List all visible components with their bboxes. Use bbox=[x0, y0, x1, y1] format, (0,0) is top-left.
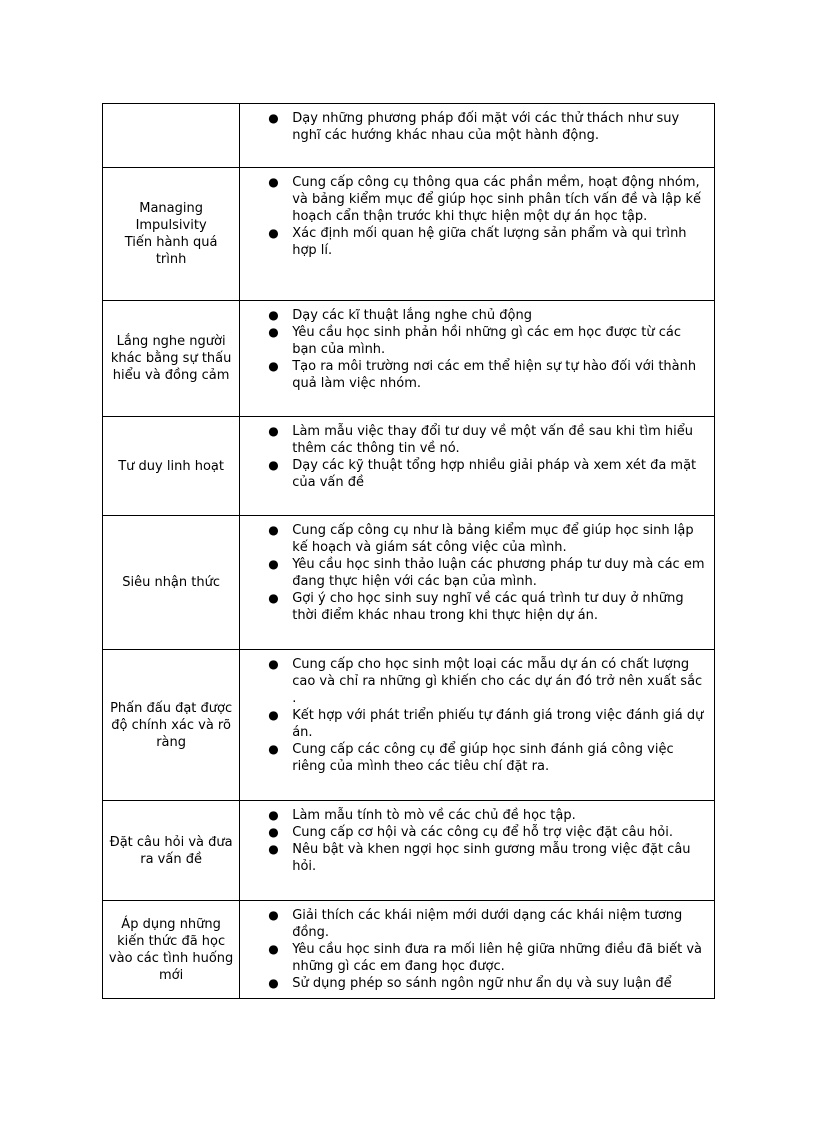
row-label-line: Tiến hành quá bbox=[124, 235, 218, 250]
list-item: ● Tạo ra môi trường nơi các em thể hiện sự tự hào đối với thành quả làm việc nhóm. bbox=[268, 359, 697, 391]
table-row bbox=[103, 516, 715, 650]
bullet-icon: ● bbox=[268, 942, 279, 956]
row-content-cell bbox=[240, 901, 715, 999]
row-label-line: Siêu nhận thức bbox=[122, 575, 220, 590]
bullet-icon: ● bbox=[268, 908, 279, 922]
list-item: ● Dạy các kỹ thuật tổng hợp nhiều giải pháp và xem xét đa mặt của vấn đề bbox=[268, 458, 697, 490]
row-label-cell bbox=[103, 516, 240, 650]
table-row bbox=[103, 417, 715, 516]
row-label-line: Phấn đấu đạt được bbox=[110, 700, 233, 716]
table-row bbox=[103, 650, 715, 801]
row-label-line: Áp dụng những bbox=[121, 916, 221, 932]
row-content-cell bbox=[240, 516, 715, 650]
bullet-icon: ● bbox=[268, 424, 279, 438]
bullet-icon: ● bbox=[268, 111, 279, 125]
row-label-line: kiến thức đã học bbox=[117, 933, 226, 949]
row-label-line: vào các tình huống bbox=[108, 950, 234, 966]
row-label-line: độ chính xác và rõ bbox=[111, 717, 231, 733]
list-item: ● Gợi ý cho học sinh suy nghĩ về các quá trình tư duy ở những thời điểm khác nhau trong khi thực hiện dự án. bbox=[268, 591, 684, 623]
bullet-icon: ● bbox=[268, 359, 279, 373]
row-content-cell bbox=[240, 168, 715, 301]
bullet-icon: ● bbox=[268, 825, 279, 839]
row-label-cell bbox=[103, 168, 240, 301]
row-label-cell bbox=[103, 650, 240, 801]
table-row bbox=[103, 301, 715, 417]
list-item: ● Làm mẫu việc thay đổi tư duy về một vấn đề sau khi tìm hiểu thêm các thông tin về nó. bbox=[268, 424, 693, 456]
row-label-cell bbox=[103, 104, 240, 168]
list-item: ● Làm mẫu tính tò mò về các chủ đề học tập. bbox=[268, 808, 576, 823]
list-item: ● Xác định mối quan hệ giữa chất lượng sản phẩm và qui trình hợp lí. bbox=[268, 226, 687, 258]
row-content-cell bbox=[240, 417, 715, 516]
bullet-list bbox=[240, 301, 714, 392]
bullet-icon: ● bbox=[268, 808, 279, 822]
row-label-line: khác bằng sự thấu bbox=[110, 351, 232, 366]
list-item: ● Yêu cầu học sinh thảo luận các phương pháp tư duy mà các em đang thực hiện với các bạn của mình. bbox=[268, 557, 705, 589]
list-item: ● Cung cấp cơ hội và các công cụ để hỗ trợ việc đặt câu hỏi. bbox=[268, 825, 673, 840]
bullet-icon: ● bbox=[268, 458, 279, 472]
list-item: ● Cung cấp các công cụ để giúp học sinh đánh giá công việc riêng của mình theo các tiêu chí đặt ra. bbox=[268, 742, 674, 774]
bullet-icon: ● bbox=[268, 591, 279, 605]
bullet-list bbox=[240, 168, 714, 259]
bullet-icon: ● bbox=[268, 842, 279, 856]
list-item: ● Cung cấp công cụ thông qua các phần mềm, hoạt động nhóm, và bảng kiểm mục để giúp học sinh phân tích vấn đề và lập kế hoạch cẩn thận trước khi thực hiện một dự án học tập. bbox=[268, 175, 702, 224]
row-label-cell bbox=[103, 417, 240, 516]
bullet-icon: ● bbox=[268, 308, 279, 322]
bullet-list bbox=[240, 801, 714, 875]
bullet-list bbox=[240, 516, 714, 624]
strategies-table bbox=[102, 103, 715, 999]
bullet-list bbox=[240, 650, 714, 775]
list-item: ● Dạy những phương pháp đối mặt với các thử thách như suy nghĩ các hướng khác nhau của một hành động. bbox=[268, 111, 680, 143]
list-item: ● Sử dụng phép so sánh ngôn ngữ như ẩn dụ và suy luận để bbox=[268, 976, 672, 991]
row-label-cell bbox=[103, 301, 240, 417]
list-item: ● Yêu cầu học sinh phản hồi những gì các em học được từ các bạn của mình. bbox=[268, 325, 681, 357]
bullet-icon: ● bbox=[268, 708, 279, 722]
table-row bbox=[103, 104, 715, 168]
row-label-line: Tư duy linh hoạt bbox=[118, 458, 224, 474]
table-row bbox=[103, 901, 715, 999]
row-content-cell bbox=[240, 104, 715, 168]
row-label-line: Impulsivity bbox=[135, 218, 207, 233]
bullet-icon: ● bbox=[268, 226, 279, 240]
row-content-cell bbox=[240, 301, 715, 417]
row-label-line: Đặt câu hỏi và đưa bbox=[109, 834, 233, 850]
bullet-icon: ● bbox=[268, 325, 279, 339]
bullet-list bbox=[240, 417, 714, 491]
row-label-line: Managing bbox=[139, 201, 203, 216]
bullet-icon: ● bbox=[268, 976, 279, 990]
bullet-icon: ● bbox=[268, 175, 279, 189]
row-label-cell bbox=[103, 801, 240, 901]
row-content-cell bbox=[240, 801, 715, 901]
bullet-icon: ● bbox=[268, 523, 279, 537]
list-item: ● Kết hợp với phát triển phiếu tự đánh giá trong việc đánh giá dự án. bbox=[268, 708, 704, 740]
table-row bbox=[103, 801, 715, 901]
bullet-icon: ● bbox=[268, 657, 279, 671]
bullet-icon: ● bbox=[268, 742, 279, 756]
row-label-cell bbox=[103, 901, 240, 999]
bullet-list bbox=[240, 901, 714, 992]
list-item: ● Cung cấp cho học sinh một loại các mẫu dự án có chất lượng cao và chỉ ra những gì khiến cho các dự án đó trở nên xuất sắc . bbox=[268, 657, 703, 706]
row-label-line: hiểu và đồng cảm bbox=[112, 368, 230, 383]
row-label-line: trình bbox=[155, 252, 187, 267]
list-item: ● Yêu cầu học sinh đưa ra mối liên hệ giữa những điều đã biết và những gì các em đang học được. bbox=[268, 942, 702, 974]
bullet-icon: ● bbox=[268, 557, 279, 571]
list-item: ● Cung cấp công cụ như là bảng kiểm mục để giúp học sinh lập kế hoạch và giám sát công việc của mình. bbox=[268, 523, 694, 555]
row-label-line: Lắng nghe người bbox=[116, 334, 226, 349]
table-row bbox=[103, 168, 715, 301]
list-item: ● Giải thích các khái niệm mới dưới dạng các khái niệm tương đồng. bbox=[268, 908, 683, 940]
list-item: ● Dạy các kĩ thuật lắng nghe chủ động bbox=[268, 308, 532, 323]
row-content-cell bbox=[240, 650, 715, 801]
bullet-list bbox=[240, 104, 714, 144]
list-item: ● Nêu bật và khen ngợi học sinh gương mẫu trong việc đặt câu hỏi. bbox=[268, 842, 691, 874]
row-label-line: mới bbox=[158, 967, 184, 983]
row-label-line: ra vấn đề bbox=[140, 851, 202, 867]
row-label-line: ràng bbox=[156, 734, 187, 750]
